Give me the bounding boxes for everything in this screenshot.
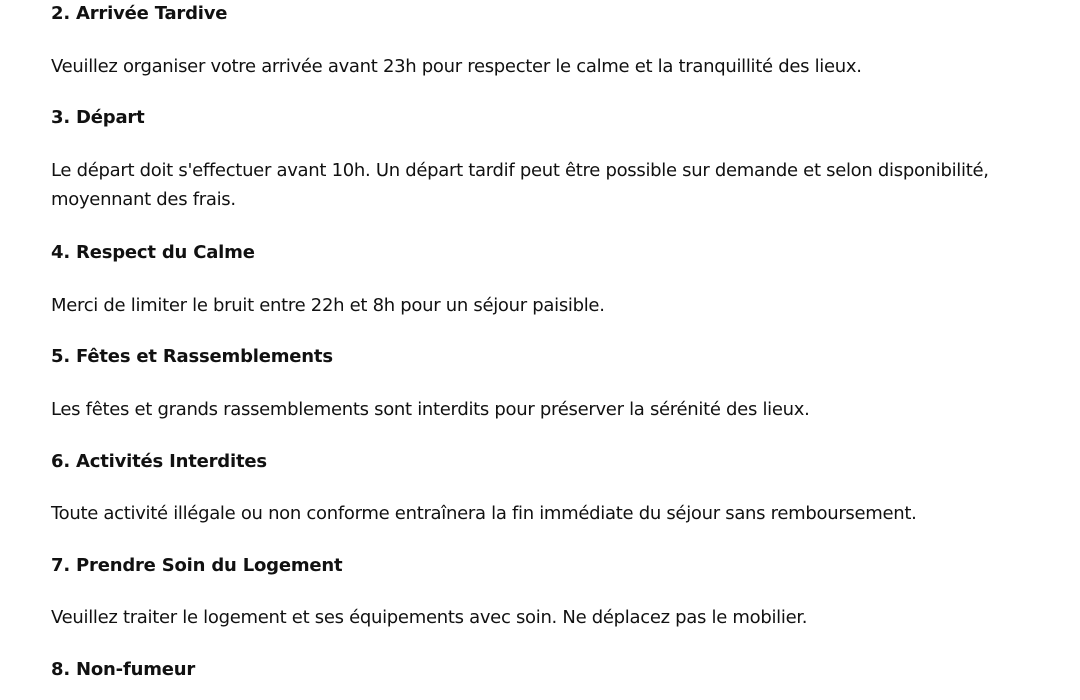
section-heading-care: 7. Prendre Soin du Logement xyxy=(51,555,343,576)
section-heading-late-arrival: 2. Arrivée Tardive xyxy=(51,3,228,24)
section-heading-quiet: 4. Respect du Calme xyxy=(51,242,255,263)
section-heading-departure: 3. Départ xyxy=(51,107,145,128)
section-heading-parties: 5. Fêtes et Rassemblements xyxy=(51,346,333,367)
section-text-departure: Le départ doit s'effectuer avant 10h. Un départ tardif peut être possible sur demande et selon disponibilité, moyennant des frais. xyxy=(51,160,989,210)
section-heading-forbidden-activities: 6. Activités Interdites xyxy=(51,451,267,472)
section-text-parties: Les fêtes et grands rassemblements sont interdits pour préserver la sérénité des lieux. xyxy=(51,399,810,420)
section-heading-non-smoking: 8. Non-fumeur xyxy=(51,659,196,680)
section-text-late-arrival: Veuillez organiser votre arrivée avant 23h pour respecter le calme et la tranquillité des lieux. xyxy=(51,56,862,77)
section-text-forbidden-activities: Toute activité illégale ou non conforme entraînera la fin immédiate du séjour sans remboursement. xyxy=(51,503,917,524)
section-text-quiet: Merci de limiter le bruit entre 22h et 8h pour un séjour paisible. xyxy=(51,295,605,316)
section-text-care: Veuillez traiter le logement et ses équipements avec soin. Ne déplacez pas le mobilier. xyxy=(51,607,808,628)
